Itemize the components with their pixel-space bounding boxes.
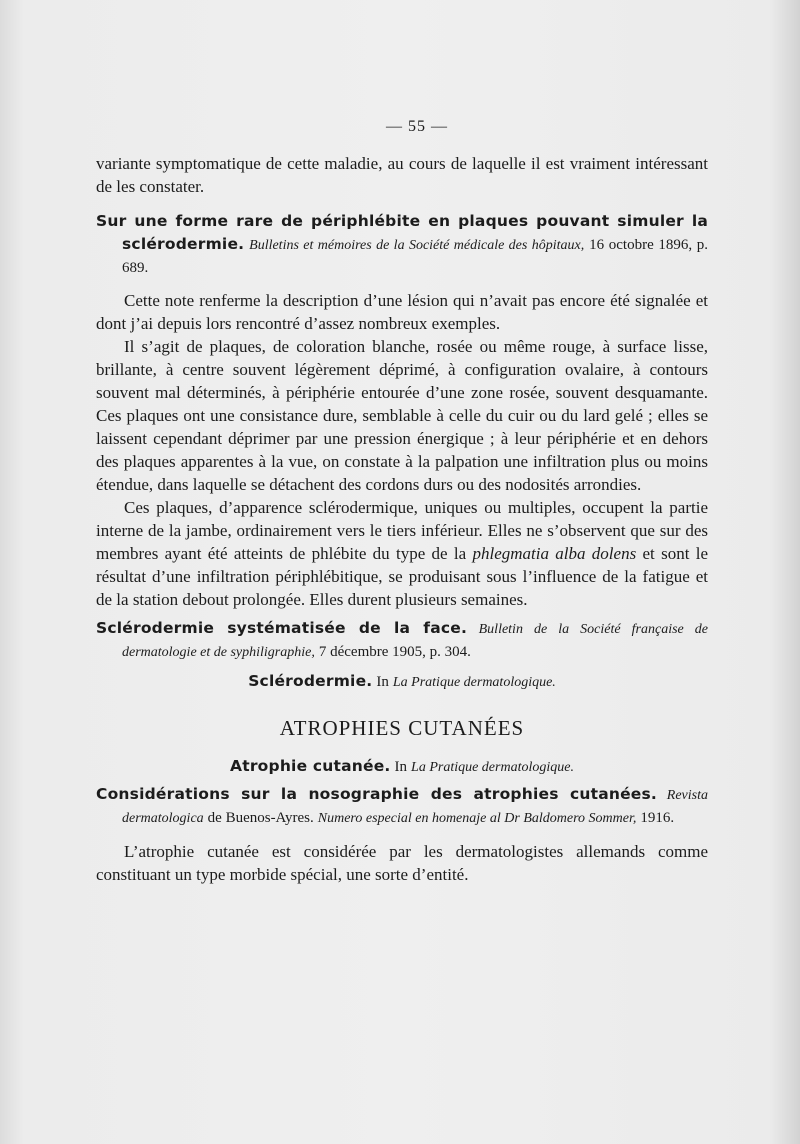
bibliography-entry-nosographie: [96, 783, 708, 830]
entry-details: 16 octobre 1896, p. 689.: [122, 237, 709, 276]
paragraph-atrophie: L’atrophie cutanée est considérée par les dermatologistes allemands comme constituant un type morbide spécial, une sorte d’entité.: [96, 842, 708, 884]
entry-citation-special: Numero especial en homenaje al Dr Baldomero Sommer,: [317, 811, 637, 826]
entry-citation: Bulletin de la Société française de dermatologie et de syphiligraphie,: [122, 622, 708, 660]
section-heading: ATROPHIES CUTANÉES: [279, 716, 525, 740]
page-number: — 55 —: [386, 118, 448, 135]
bibliography-entry-sclerodermie-face: [96, 617, 708, 664]
paragraph-text: Ces plaques, d’apparence sclérodermique, uniques ou multiples, occupent la partie interne de la jambe, ordinairement vers le tiers inférieur. Elles ne s’observent que sur des membres ayant été atteints de phlébite du type de la: [96, 498, 708, 563]
intro-paragraph: variante symptomatique de cette maladie, au cours de laquelle il est vraiment intéressant de les constater.: [96, 154, 708, 196]
entry-citation: La Pratique dermatologique.: [392, 675, 556, 690]
bibliography-entry-sclerodermie: [96, 670, 708, 694]
entry-title: Sclérodermie.: [248, 672, 373, 690]
entry-details: 1916.: [640, 810, 675, 826]
page-content: [96, 118, 708, 886]
entry-prefix: In: [376, 674, 389, 690]
entry-citation: La Pratique dermatologique.: [411, 760, 574, 775]
paragraph-note: Cette note renferme la description d’une lésion qui n’avait pas encore été signalée et dont j’ai depuis lors rencontré d’assez nombreux exemples.: [96, 291, 708, 333]
paragraph-italic-term: phlegmatia alba dolens: [472, 544, 637, 563]
entry-title: Sur une forme rare de périphlébite en plaques pouvant simuler la sclérodermie.: [96, 212, 708, 253]
entry-prefix: In: [394, 759, 408, 775]
bibliography-entry-atrophie: [96, 755, 708, 779]
entry-title: Atrophie cutanée.: [230, 757, 391, 775]
paragraph-location: [96, 496, 708, 611]
entry-title: Considérations sur la nosographie des atrophies cutanées.: [96, 785, 658, 803]
entry-citation: Revista dermatologica: [122, 788, 708, 826]
entry-title: Sclérodermie systématisée de la face.: [96, 619, 468, 637]
paragraph-text: et sont le résultat d’une infiltration périphlébitique, se produisant sous l’influence de la fatigue et de la station debout prolongée. Elles durent plusieurs semaines.: [96, 544, 709, 609]
entry-citation: Bulletins et mémoires de la Société médicale des hôpitaux,: [249, 238, 585, 253]
entry-details: 7 décembre 1905, p. 304.: [318, 644, 471, 660]
entry-place: de Buenos-Ayres.: [207, 810, 314, 826]
paragraph-description: Il s’agit de plaques, de coloration blanche, rosée ou même rouge, à surface lisse, brillante, à centre souvent légèrement déprimé, à configuration ovalaire, à contours souvent mal déterminés, à périphérie entourée d’une zone rosée, souvent desquamante. Ces plaques ont une consistance dure, semblable à celle du cuir ou du lard gelé ; elles se laissent cependant déprimer par une pression énergique ; à leur périphérie et en dehors des plaques apparentes à la vue, on constate à la palpation une infiltration plus ou moins étendue, dans laquelle se détachent des cordons durs ou des nodosités arrondies.: [96, 337, 708, 494]
bibliography-entry-periphlebite: [96, 210, 708, 279]
